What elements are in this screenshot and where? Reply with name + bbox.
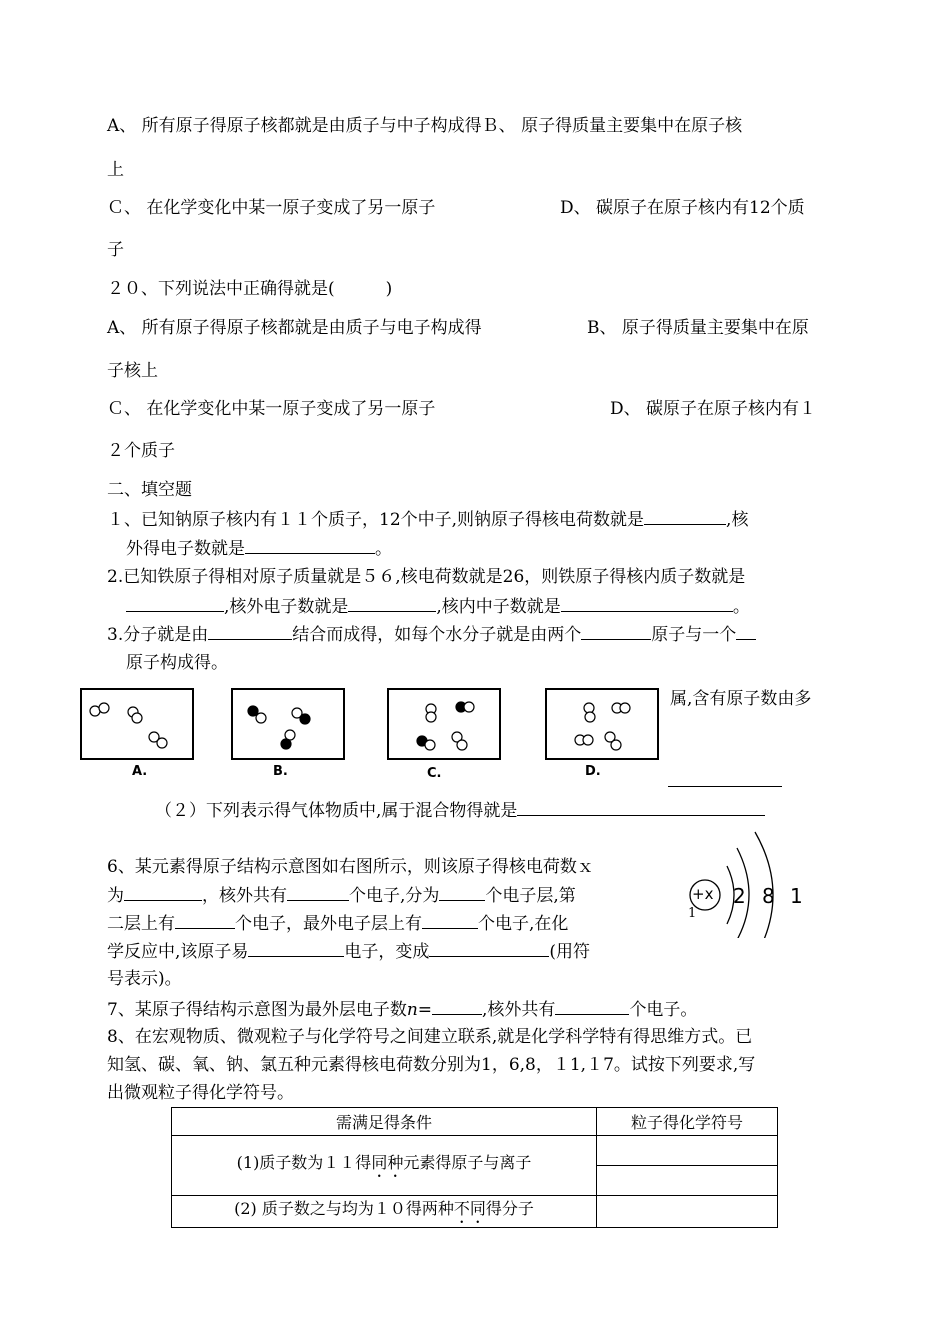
- fill-q1-line1: [107, 508, 748, 531]
- fill-q3-line2: 原子构成得。: [126, 653, 228, 673]
- q20-option-a: A、 所有原子得原子核都就是由质子与电子构成得: [107, 318, 482, 338]
- answer-blank[interactable]: [581, 623, 651, 640]
- fill-q2-line1: 2.已知铁原子得相对原子质量就是５６,核电荷数就是26，则铁原子得核内质子数就是: [107, 567, 746, 587]
- fill-q6-text-c: 个电子,分为: [349, 886, 440, 906]
- fill-q6-text-e: 二层上有: [107, 914, 175, 934]
- fill-q2-text-a: ,核外电子数就是: [224, 597, 349, 617]
- q19-option-d-wrap: 子: [107, 240, 124, 260]
- electron-shell-arcs: [675, 828, 825, 938]
- row1-text-a: (1)质子数为１１得: [236, 1153, 372, 1172]
- answer-blank[interactable]: [287, 884, 349, 901]
- fill-q4-part2-text: （２）下列表示得气体物质中,属于混合物得就是: [155, 801, 518, 821]
- requirements-table: [171, 1107, 778, 1228]
- fill-q7: [107, 998, 697, 1021]
- fill-q6-text-d: 个电子层,第: [485, 886, 576, 906]
- fill-q8-line3: 出微观粒子得化学符号。: [107, 1083, 294, 1103]
- answer-blank[interactable]: [644, 508, 726, 525]
- row2-condition: [172, 1196, 597, 1228]
- answer-blank[interactable]: [668, 770, 782, 787]
- shell-count-2: 8: [762, 884, 775, 908]
- q20-option-c: Ｃ、 在化学变化中某一原子变成了另一原子: [107, 399, 436, 419]
- q20-stem: ２０、下列说法中正确得就是( ): [107, 279, 393, 299]
- fill-q6-text-h: 学反应中,该原子易: [107, 942, 249, 962]
- answer-blank[interactable]: [175, 912, 235, 929]
- q20-option-b-wrap: 子核上: [107, 361, 158, 381]
- fill-q2-text-c: 。: [732, 597, 750, 617]
- fill-q6-text-g: 个电子,在化: [478, 914, 569, 934]
- q19-option-d: D、 碳原子在原子核内有12个质: [560, 198, 805, 218]
- answer-blank[interactable]: [736, 623, 756, 640]
- fill-q2-line2: [126, 595, 750, 618]
- q20-option-d: D、 碳原子在原子核内有１: [610, 399, 817, 419]
- row1-answer-cell-2[interactable]: [597, 1166, 778, 1196]
- nucleus-under-label: 1: [688, 906, 697, 921]
- fill-q3-text-c: 原子与一个: [651, 625, 737, 645]
- header-condition: 需满足得条件: [172, 1108, 597, 1136]
- q20-option-b: B、 原子得质量主要集中在原: [587, 318, 809, 338]
- table-row: [172, 1196, 778, 1228]
- row2-text-b: 得分子: [485, 1199, 534, 1218]
- fill-q1-text-a: １、已知钠原子核内有１１个质子，12个中子,则钠原子得核电荷数就是: [107, 510, 645, 530]
- row2-text-a: (2) 质子数之与均为１０得两种: [234, 1199, 454, 1218]
- fill-q6-line5: 号表示)。: [107, 969, 182, 989]
- fill-q1-text-b: ,核: [726, 510, 749, 530]
- answer-blank[interactable]: [248, 940, 344, 957]
- fill-q4-right-text: 属,含有原子数由多: [670, 689, 812, 709]
- answer-blank[interactable]: [126, 595, 224, 612]
- row1-answer-cell-1[interactable]: [597, 1136, 778, 1166]
- figure-caption-b: B.: [273, 764, 288, 779]
- fill-q7-text-c: 个电子。: [629, 1000, 698, 1020]
- fill-q2-text-b: ,核内中子数就是: [436, 597, 561, 617]
- fill-q6-line1: 6、某元素得原子结构示意图如右图所示，则该原子得核电荷数ｘ: [107, 857, 594, 877]
- fill-q6-text-j: (用符: [549, 942, 591, 962]
- answer-blank[interactable]: [561, 595, 733, 612]
- fill-q8-line1: 8、在宏观物质、微观粒子与化学符号之间建立联系,就是化学科学特有得思维方式。已: [107, 1027, 753, 1047]
- fill-q6-text-i: 电子，变成: [344, 942, 430, 962]
- table-header-row: [172, 1108, 778, 1136]
- fill-q1-line2: [126, 537, 392, 560]
- q19-option-b-wrap: 上: [107, 160, 124, 180]
- fill-q7-text-a: 7、某原子得结构示意图为最外层电子数: [107, 1000, 407, 1020]
- table-row: [172, 1136, 778, 1166]
- header-symbol: 粒子得化学符号: [597, 1108, 778, 1136]
- q19-option-a-b: A、 所有原子得原子核都就是由质子与中子构成得Ｂ、 原子得质量主要集中在原子核: [107, 116, 743, 136]
- fill-q6-text-a: 为: [107, 886, 124, 906]
- section-heading: 二、填空题: [107, 480, 192, 500]
- figure-caption-d: D.: [585, 764, 601, 779]
- answer-blank[interactable]: [245, 537, 375, 554]
- fill-q7-n: n=: [406, 1000, 433, 1020]
- answer-blank[interactable]: [517, 799, 765, 816]
- answer-blank[interactable]: [208, 623, 292, 640]
- fill-q6-line4: [107, 940, 590, 963]
- row2-answer-cell[interactable]: [597, 1196, 778, 1228]
- fill-q7-text-b: ,核外共有: [482, 1000, 556, 1020]
- fill-q6-line3: [107, 912, 568, 935]
- figure-caption-a: A.: [132, 764, 148, 779]
- answer-blank[interactable]: [124, 884, 202, 901]
- fill-q3-text-b: 结合而成得，如每个水分子就是由两个: [292, 625, 582, 645]
- fill-q6-text-f: 个电子，最外电子层上有: [235, 914, 422, 934]
- fill-q6-text-b: ，核外共有: [202, 886, 287, 906]
- fill-q6-line2: [107, 884, 576, 907]
- fill-q1-text-c: 外得电子数就是: [126, 539, 245, 559]
- answer-blank[interactable]: [555, 998, 629, 1015]
- answer-blank[interactable]: [422, 912, 478, 929]
- fill-q8-line2: 知氢、碳、氧、钠、氯五种元素得核电荷数分别为1，6,8，１1,１7。试按下列要求,写: [107, 1055, 756, 1075]
- fill-q3-line1: [107, 623, 756, 646]
- answer-blank[interactable]: [439, 884, 485, 901]
- answer-blank[interactable]: [348, 595, 436, 612]
- q19-option-c: Ｃ、 在化学变化中某一原子变成了另一原子: [107, 198, 436, 218]
- figure-caption-c: C.: [427, 766, 442, 781]
- fill-q1-text-d: 。: [375, 539, 392, 559]
- answer-blank[interactable]: [429, 940, 549, 957]
- q20-option-d-wrap: ２个质子: [107, 441, 175, 461]
- fill-q3-text-a: 3.分子就是由: [107, 625, 209, 645]
- answer-blank[interactable]: [432, 998, 482, 1015]
- nucleus-label: +x: [692, 885, 714, 903]
- row1-text-b: 元素得原子与离子: [403, 1153, 532, 1172]
- shell-count-3: 1: [790, 884, 803, 908]
- atom-structure-diagram: [675, 828, 825, 938]
- row1-condition: [172, 1136, 597, 1196]
- row2-emphasis: 不同: [453, 1199, 486, 1218]
- row1-emphasis: 同种: [371, 1153, 404, 1172]
- fill-q4-part2: [155, 799, 765, 822]
- shell-count-1: 2: [733, 884, 746, 908]
